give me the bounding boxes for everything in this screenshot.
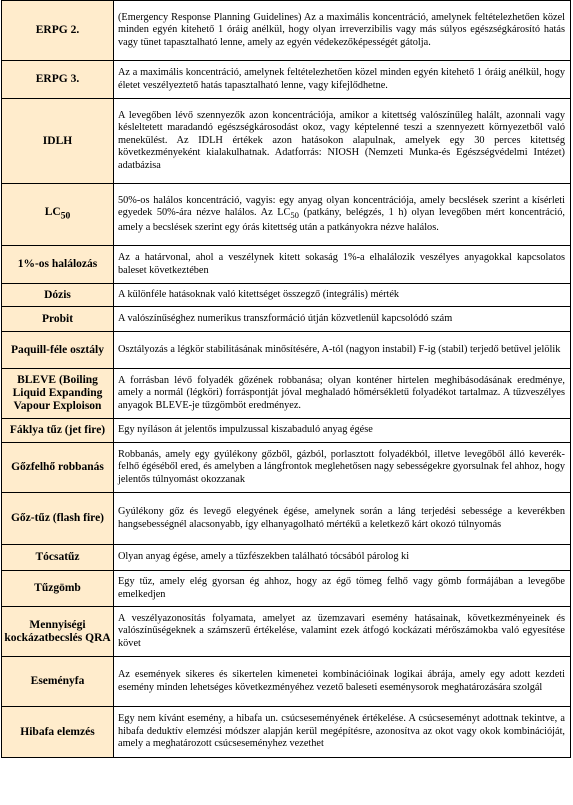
term-cell: ERPG 3.: [2, 61, 114, 99]
term-cell: Hibafa elemzés: [2, 707, 114, 758]
table-row: [2, 607, 571, 657]
definition-cell: Egy nyíláson át jelentős impulzussal kiszabaduló anyag égése: [114, 419, 571, 443]
term-cell: 1%-os halálozás: [2, 246, 114, 284]
definition-text: (patkány, belégzés, 1 h) olyan levegőben mért koncentráció, amely a becslések szerint egy órás kitettség után a patkányokra nézve halálos.: [118, 207, 565, 233]
term-cell: Tűzgömb: [2, 571, 114, 607]
term-cell: ERPG 2.: [2, 1, 114, 61]
term-cell: Tócsatűz: [2, 545, 114, 571]
term-cell: Probit: [2, 307, 114, 332]
definition-cell: [114, 184, 571, 246]
definition-cell: A valószínűséghez numerikus transzformáció útján közvetlenül kapcsolódó szám: [114, 307, 571, 332]
term-cell: IDLH: [2, 99, 114, 184]
term-cell: Gőz-tűz (flash fire): [2, 493, 114, 545]
table-row: [2, 307, 571, 332]
definition-cell: A különféle hatásoknak való kitettséget összegző (integrális) mérték: [114, 284, 571, 307]
table-row: [2, 61, 571, 99]
definition-subscript: 50: [290, 210, 299, 221]
table-row: [2, 493, 571, 545]
definition-cell: Az a maximális koncentráció, amelynek feltételezhetően közel minden egyén kitehető 1 óráig anélkül, hogy életet veszélyeztető hatás tapasztalható lenne, vagy kifejlődhetne.: [114, 61, 571, 99]
table-row: [2, 184, 571, 246]
table-row: [2, 369, 571, 419]
definition-text: 50%-os halálos koncentráció, vagyis: egy anyag olyan koncentrációja, amely becslések szerint a kísérleti egyedek 50%-ára nézve halálos. Az LC: [118, 194, 565, 219]
lc50-term-subscript: 50: [60, 210, 71, 222]
definition-cell: Olyan anyag égése, amely a tűzfészekben található tócsából párolog ki: [114, 545, 571, 571]
definition-cell: A levegőben lévő szennyezők azon koncentrációja, amikor a kitettség valószínűleg halált, azonnali vagy késleltetett maradandó egészségkárosodást okoz, vagy képtelenné teszi a szennyezett környezetből való menekülést. Az IDLH értékek azon hatásokon alapulnak, amelyek egy 30 perces kitettség következményeként kialakulhatnak. Adatforrás: NIOSH (Nemzeti Munka-és Egészségvédelmi Intézet) adatbázisa: [114, 99, 571, 184]
definition-cell: Gyúlékony gőz és levegő elegyének égése, amelynek során a láng terjedési sebessége a keverékben hangsebességnél alacsonyabb, így elhanyagolható mértékű a keletkező kárt okozó túlnyomás: [114, 493, 571, 545]
term-cell: Mennyiségi kockázatbecslés QRA: [2, 607, 114, 657]
glossary-table: [1, 0, 571, 758]
table-row: [2, 657, 571, 707]
table-row: [2, 99, 571, 184]
table-row: [2, 707, 571, 758]
definition-cell: A veszélyazonosítás folyamata, amelyet az üzemzavari esemény hatásainak, következményeinek és valószínűségeknek a számszerű értékelése, valamint ezek átfogó kockázati mérőszámokba való egyesítése követ: [114, 607, 571, 657]
definition-cell: (Emergency Response Planning Guidelines) Az a maximális koncentráció, amelynek feltételezhetően közel minden egyén kitehető 1 óráig anélkül, hogy olyan irreverzibilis vagy más súlyos egészségkárosító hatás vagy tünet tapasztalható lenne, amely az egyén védekezőképességét gátolja.: [114, 1, 571, 61]
term-cell: Gőzfelhő robbanás: [2, 443, 114, 493]
definition-cell: Az a határvonal, ahol a veszélynek kitett sokaság 1%-a elhalálozik veszélyes anyagokkal kapcsolatos baleset következtében: [114, 246, 571, 284]
definition-cell: Egy nem kívánt esemény, a hibafa un. csúcseseményének értékelése. A csúcseseményt adottnak tekintve, a hibafa deduktív elemzési módszer alapján kerül megépítésre, azonosítva az okot vagy okok kombinációját, amely a meghatározott csúcseseményhez vezethet: [114, 707, 571, 758]
term-cell: Dózis: [2, 284, 114, 307]
table-row: [2, 284, 571, 307]
table-row: [2, 571, 571, 607]
table-row: [2, 246, 571, 284]
term-cell: BLEVE (Boiling Liquid Expanding Vapour Exploison: [2, 369, 114, 419]
table-row: [2, 332, 571, 369]
term-cell: Eseményfa: [2, 657, 114, 707]
definition-cell: Osztályozás a légkör stabilitásának minősítésére, A-tól (nagyon instabil) F-ig (stabil) terjedő betűvel jelölik: [114, 332, 571, 369]
definition-cell: A forrásban lévő folyadék gőzének robbanása; olyan konténer hirtelen meghibásodásának eredménye, amely a normál (légköri) forráspontját jóval meghaladó hőmérsékletű folyadékot tartalmaz. A tűzveszélyes anyagok BLEVE-je tűzgömböt eredményez.: [114, 369, 571, 419]
term-cell: Fáklya tűz (jet fire): [2, 419, 114, 443]
definition-cell: Egy tűz, amely elég gyorsan ég ahhoz, hogy az égő tömeg felhő vagy gömb formájában a levegőbe emelkedjen: [114, 571, 571, 607]
table-row: [2, 419, 571, 443]
term-cell: [2, 184, 114, 246]
definition-cell: Robbanás, amely egy gyúlékony gőzből, gázból, porlasztott folyadékból, illetve levegőből álló keverék-felhő égéséből ered, és amelyben a lángfrontok meglehetősen nagy sebességekre gyorsulnak fel ahhoz, hogy jelentős túlnyomást okozzanak: [114, 443, 571, 493]
table-row: [2, 545, 571, 571]
term-cell: Paquill-féle osztály: [2, 332, 114, 369]
table-row: [2, 443, 571, 493]
table-row: [2, 1, 571, 61]
definition-cell: Az események sikeres és sikertelen kimenetei kombinációinak logikai ábrája, amely egy adott kezdeti esemény minden lehetséges következményéhez vezető baleseti eseménysorok meghatározására szolgál: [114, 657, 571, 707]
lc50-term: LC: [44, 206, 61, 219]
